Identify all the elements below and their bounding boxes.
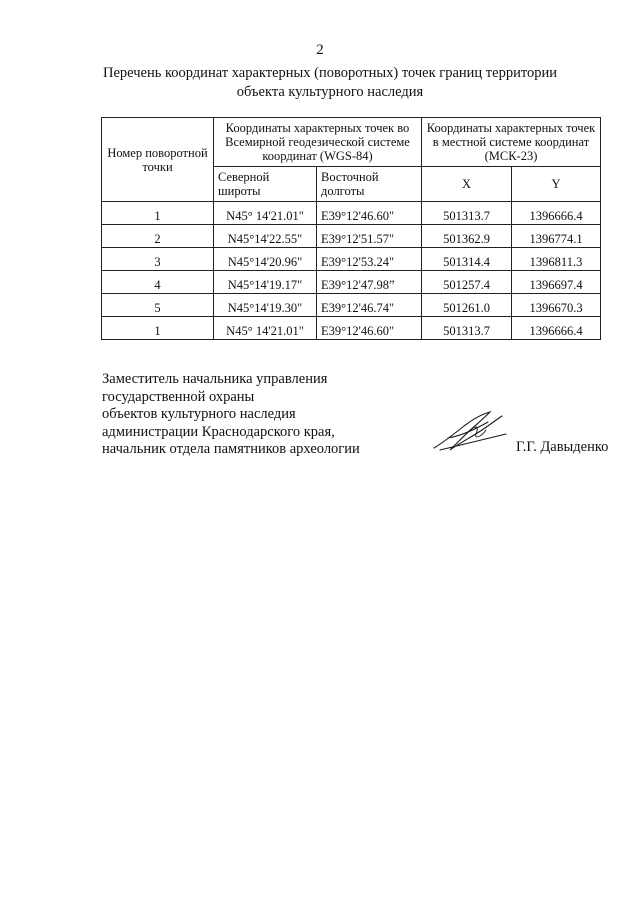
table-row (102, 294, 601, 317)
cell-point-number: 4 (102, 271, 214, 294)
cell-latitude: N45°14'20.96" (214, 248, 317, 271)
cell-longitude: E39°12'46.60" (317, 202, 422, 225)
header-north-latitude: Северной широты (214, 167, 317, 202)
header-east-longitude: Восточной долготы (317, 167, 422, 202)
cell-y: 1396666.4 (512, 202, 601, 225)
cell-y: 1396666.4 (512, 317, 601, 340)
cell-x: 501314.4 (422, 248, 512, 271)
cell-y: 1396811.3 (512, 248, 601, 271)
cell-point-number: 3 (102, 248, 214, 271)
header-y: Y (512, 167, 601, 202)
cell-y: 1396774.1 (512, 225, 601, 248)
cell-point-number: 2 (102, 225, 214, 248)
cell-y: 1396670.3 (512, 294, 601, 317)
title-line-2: объекта культурного наследия (236, 84, 424, 100)
position-line-4: администрации Краснодарского края, (102, 423, 335, 440)
cell-point-number: 1 (102, 202, 214, 225)
position-line-5: начальник отдела памятников археологии (102, 441, 360, 457)
cell-x: 501257.4 (422, 271, 512, 294)
header-msk-group: Координаты характерных точек в местной системе координат (МСК-23) (422, 118, 601, 167)
table-row (102, 248, 601, 271)
cell-latitude: N45° 14'21.01" (214, 202, 317, 225)
cell-latitude: N45°14'22.55" (214, 225, 317, 248)
cell-latitude: N45°14'19.17" (214, 271, 317, 294)
position-line-3: объектов культурного наследия (102, 406, 296, 422)
position-line-2: государственной охраны (102, 388, 255, 405)
table-row (102, 202, 601, 225)
coordinates-table (101, 117, 601, 340)
position-line-1: Заместитель начальника управления (102, 371, 328, 387)
cell-longitude: E39°12'46.60" (317, 317, 422, 340)
cell-latitude: N45° 14'21.01" (214, 317, 317, 340)
header-point-number: Номер поворотной точки (102, 118, 214, 202)
cell-latitude: N45°14'19.30" (214, 294, 317, 317)
table-row (102, 317, 601, 340)
document-title (60, 64, 600, 102)
cell-x: 501313.7 (422, 202, 512, 225)
cell-longitude: E39°12'53.24" (317, 248, 422, 271)
page-number: 2 (316, 42, 324, 58)
table-row (102, 271, 601, 294)
cell-longitude: E39°12'46.74" (317, 294, 422, 317)
header-wgs-group: Координаты характерных точек во Всемирной геодезической системе координат (WGS-84) (214, 118, 422, 167)
cell-point-number: 1 (102, 317, 214, 340)
cell-point-number: 5 (102, 294, 214, 317)
cell-longitude: E39°12'47.98” (317, 271, 422, 294)
cell-y: 1396697.4 (512, 271, 601, 294)
header-x: X (422, 167, 512, 202)
cell-x: 501261.0 (422, 294, 512, 317)
cell-longitude: E39°12'51.57" (317, 225, 422, 248)
cell-x: 501362.9 (422, 225, 512, 248)
signer-name: Г.Г. Давыденко (516, 439, 609, 455)
signatory-position (102, 371, 442, 459)
title-line-1: Перечень координат характерных (поворотных) точек границ территории (102, 65, 558, 81)
table-row (102, 225, 601, 248)
cell-x: 501313.7 (422, 317, 512, 340)
handwritten-signature (430, 408, 510, 454)
